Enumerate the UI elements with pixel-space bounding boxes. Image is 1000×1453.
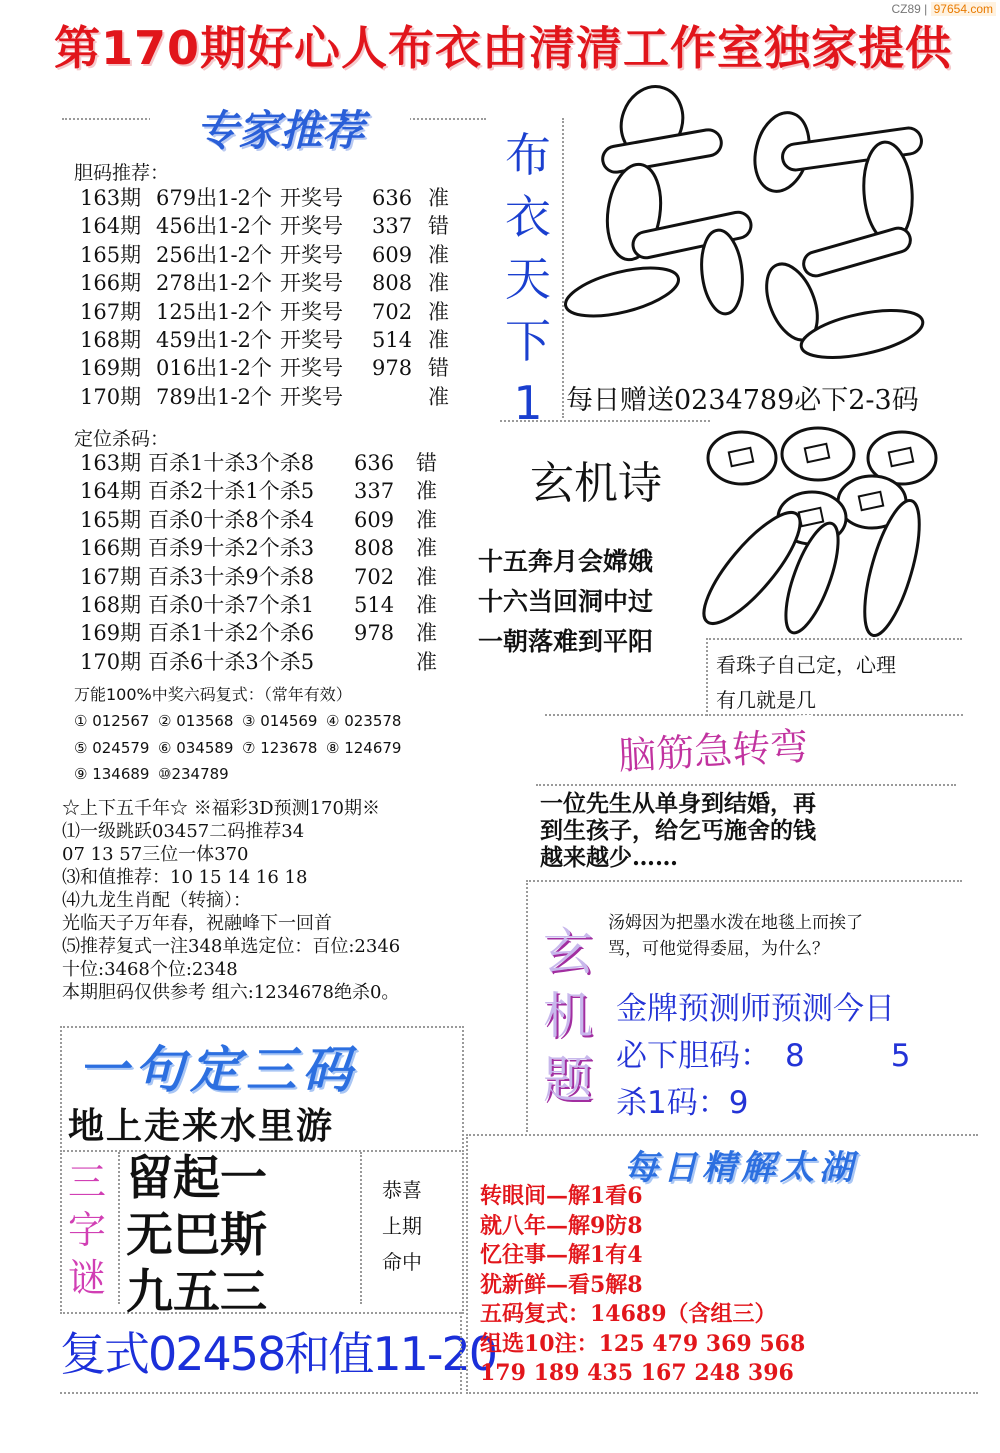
dan-cell: 开奖号	[280, 271, 343, 296]
dan-cell: 167期	[80, 299, 142, 324]
kill-cell: 168期	[80, 593, 142, 618]
kill-cell: 169期	[80, 621, 142, 646]
forecast-line: 本期胆码仅供参考 组六:1234678绝杀0。	[62, 982, 400, 1003]
dan-cell: 准	[428, 242, 449, 267]
puzzle-line: 一位先生从单身到结婚，再	[540, 790, 816, 817]
dan-cell: 456出1-2个	[156, 214, 272, 239]
dan-cell: 978	[372, 356, 413, 381]
gold-kill-row: 杀1码：9	[616, 1085, 749, 1121]
dan-cell: 开奖号	[280, 356, 343, 381]
dan-cell: 163期	[80, 186, 142, 210]
forecast-line: ⑴一级跳跃03457二码推荐34	[62, 821, 305, 842]
dan-cell: 169期	[80, 356, 142, 381]
puzzle-text	[540, 790, 816, 871]
kill-cell: 准	[416, 507, 437, 532]
daily-divider	[500, 420, 710, 422]
kill-cell: 636	[354, 451, 395, 475]
dan-cell: 609	[372, 242, 413, 267]
question-line: 汤姆因为把墨水泼在地毯上而挨了	[608, 913, 863, 933]
combo-item: ① 012567	[74, 712, 150, 730]
sanzimi-char: 三	[67, 1160, 106, 1204]
yiju-phrase: 地上走来水里游	[68, 1106, 335, 1147]
forecast-line: ☆上下五千年☆ ※福彩3D预测170期※	[62, 798, 380, 819]
kill-row	[80, 534, 437, 562]
kill-cell: 808	[354, 536, 395, 561]
dan-row	[80, 241, 449, 269]
kill-cell: 准	[416, 649, 437, 674]
puzzle-box	[545, 714, 963, 716]
dan-cell: 702	[372, 299, 413, 324]
fushi-summary: 复式02458和值11-20	[60, 1327, 496, 1381]
dan-row	[80, 212, 449, 240]
forecast-line: ⑸推荐复式一注348单选定位：百位:2346	[62, 936, 401, 957]
dan-cell: 错	[428, 356, 449, 381]
dan-cell: 准	[428, 271, 449, 296]
combo-item: ② 013568	[158, 712, 234, 730]
xuanji-ti-question	[608, 910, 863, 962]
kill-cell: 166期	[80, 536, 142, 561]
number-99-graphic	[702, 418, 962, 640]
kill-cell: 514	[354, 593, 395, 618]
buyi-char: 衣	[505, 190, 551, 244]
kill-row	[80, 619, 437, 647]
sanzimi-char: 谜	[67, 1256, 106, 1300]
poem-line: 一朝落难到平阳	[478, 627, 654, 656]
taihu-line: 179 189 435 167 248 396	[480, 1360, 794, 1386]
combo-item: ⑨ 134689	[74, 765, 150, 783]
watermark: CZ89 | 97654.com	[891, 2, 996, 16]
kill-table	[80, 449, 437, 676]
combo-label: 万能100%中奖六码复式：（常年有效）	[74, 685, 352, 704]
kill-cell: 170期	[80, 649, 142, 674]
dan-cell: 337	[372, 214, 413, 239]
puzzle-heading: 脑筋急转弯	[611, 715, 816, 780]
xuanji-ti-char: 题	[543, 1051, 593, 1109]
expert-heading: 专家推荐	[150, 98, 410, 158]
kill-cell: 百杀1十杀2个杀6	[148, 621, 315, 646]
kill-cell: 164期	[80, 479, 142, 504]
dan-cell: 错	[428, 214, 449, 239]
dan-label: 胆码推荐：	[74, 162, 170, 184]
dan-cell: 开奖号	[280, 214, 343, 239]
kill-cell: 百杀3十杀9个杀8	[148, 564, 315, 589]
kill-row	[80, 563, 437, 591]
dan-row	[80, 354, 449, 382]
dan-cell: 准	[428, 328, 449, 353]
kill-cell: 163期	[80, 451, 142, 475]
xuanji-ti-char: 机	[543, 987, 593, 1045]
sanzimi-char: 字	[67, 1208, 106, 1252]
combo-item: ④ 023578	[326, 712, 402, 730]
xuanji-note	[716, 648, 896, 718]
riddle-word: 无巴斯	[126, 1208, 267, 1263]
poem-line: 十五奔月会嫦娥	[478, 547, 654, 576]
dan-table	[80, 184, 449, 411]
kill-cell: 准	[416, 593, 437, 618]
taihu-line: 忆往事—解1有4	[480, 1242, 643, 1268]
xuanji-ti-vertical	[538, 920, 598, 1112]
dan-row	[80, 269, 449, 297]
forecast-line: 光临天子万年春，祝融峰下一回首	[62, 913, 332, 934]
dan-row	[80, 326, 449, 354]
dan-cell: 开奖号	[280, 242, 343, 267]
riddle-word: 九五三	[126, 1265, 267, 1320]
kill-cell: 702	[354, 564, 395, 589]
kill-cell: 337	[354, 479, 395, 504]
daily-gift: 每日赠送0234789必下2-3码	[566, 385, 919, 416]
buyi-vertical	[496, 124, 560, 434]
forecast-3d	[62, 797, 492, 1004]
kill-cell: 百杀1十杀3个杀8	[148, 451, 315, 475]
kill-cell: 165期	[80, 507, 142, 532]
dan-cell: 125出1-2个	[156, 299, 272, 324]
sanzimi-words	[126, 1150, 267, 1321]
puzzle-divider	[536, 784, 956, 786]
hit-char: 上期	[382, 1214, 422, 1238]
forecast-line: 07 13 57三位一体370	[62, 844, 249, 865]
kill-cell: 百杀0十杀8个杀4	[148, 507, 315, 532]
taihu-line: 五码复式：14689（含组三）	[480, 1301, 777, 1327]
gold-forecast	[616, 986, 910, 1127]
combo-item: ⑥ 034589	[158, 738, 234, 757]
dan-cell: 准	[428, 186, 449, 210]
note-line: 有几就是几	[716, 688, 816, 712]
dan-row	[80, 184, 449, 212]
kill-cell: 百杀0十杀7个杀1	[148, 593, 315, 618]
taihu-line: 组选10注：125 479 369 568	[480, 1330, 806, 1357]
kill-cell: 准	[416, 536, 437, 561]
gold-dan-row: 必下胆码： 8 5	[616, 1038, 911, 1074]
dan-cell: 459出1-2个	[156, 328, 272, 353]
dan-cell: 808	[372, 271, 413, 296]
buyi-char: 1	[513, 376, 543, 430]
dan-row	[80, 298, 449, 326]
xuanji-heading: 玄机诗	[530, 458, 662, 509]
taihu-list	[480, 1182, 805, 1389]
dan-cell: 789出1-2个	[156, 384, 272, 409]
dan-row	[80, 383, 449, 411]
combo-item: ⑩234789	[158, 765, 229, 783]
fushi-box	[60, 1312, 462, 1394]
dan-cell: 636	[372, 186, 413, 210]
question-line: 骂，可他觉得委屈，为什么？	[608, 939, 829, 959]
forecast-line: 十位:3468个位:2348	[62, 959, 238, 980]
combo-item: ⑦ 123678	[242, 738, 318, 757]
buyi-char: 天	[505, 252, 551, 306]
xuanji-ti-char: 玄	[543, 923, 593, 981]
kill-row	[80, 648, 437, 676]
page-title: 第170期好心人布衣由清清工作室独家提供	[53, 21, 953, 75]
forecast-line: ⑶和值推荐：10 15 14 16 18	[62, 867, 308, 888]
forecast-line: ⑷九龙生肖配（转摘）：	[62, 890, 251, 911]
hit-char: 恭喜	[382, 1178, 422, 1202]
buyi-char: 布	[505, 128, 551, 182]
hit-char: 命中	[382, 1250, 422, 1274]
kill-cell: 978	[354, 621, 395, 646]
combo-item: ⑧ 124679	[326, 738, 402, 757]
taihu-heading: 每日精解太湖	[624, 1148, 858, 1188]
buyi-char: 下	[505, 314, 551, 368]
dan-cell: 165期	[80, 242, 142, 267]
kill-row	[80, 591, 437, 619]
xuanji-poem	[478, 542, 653, 662]
dan-cell: 164期	[80, 214, 142, 239]
number-52-graphic	[562, 72, 950, 386]
note-line: 看珠子自己定，心理	[716, 653, 896, 677]
dan-cell: 256出1-2个	[156, 242, 272, 267]
puzzle-line: 到生孩子，给乞丐施舍的钱	[540, 817, 816, 844]
puzzle-line: 越来越少……	[540, 844, 678, 871]
sanzimi-hit	[382, 1172, 422, 1280]
dan-cell: 开奖号	[280, 186, 343, 210]
dan-cell: 016出1-2个	[156, 356, 272, 381]
dan-cell: 开奖号	[280, 384, 343, 409]
kill-cell: 准	[416, 564, 437, 589]
kill-cell: 百杀6十杀3个杀5	[148, 649, 315, 674]
kill-row	[80, 477, 437, 505]
dan-cell: 开奖号	[280, 299, 343, 324]
yiju-heading: 一句定三码	[78, 1040, 358, 1099]
kill-cell: 百杀2十杀1个杀5	[148, 479, 315, 504]
kill-cell: 609	[354, 507, 395, 532]
sanzimi-vertical	[62, 1158, 112, 1302]
taihu-line: 犹新鲜—看5解8	[480, 1271, 643, 1298]
kill-label: 定位杀码：	[74, 428, 170, 450]
poem-line: 十六当回洞中过	[478, 587, 654, 616]
kill-cell: 准	[416, 621, 437, 646]
dan-cell: 准	[428, 384, 449, 409]
dan-cell: 278出1-2个	[156, 271, 272, 296]
kill-row	[80, 506, 437, 534]
gold-line1: 金牌预测师预测今日	[616, 991, 895, 1027]
taihu-line: 就八年—解9防8	[480, 1212, 643, 1239]
kill-cell: 准	[416, 479, 437, 504]
kill-cell: 错	[416, 451, 437, 475]
dan-cell: 679出1-2个	[156, 186, 272, 210]
dan-cell: 开奖号	[280, 328, 343, 353]
combo-item: ③ 014569	[242, 712, 318, 730]
taihu-line: 转眼间—解1看6	[480, 1183, 643, 1209]
riddle-word: 留起一	[126, 1151, 267, 1206]
combo-item: ⑤ 024579	[74, 738, 150, 757]
dan-cell: 168期	[80, 328, 142, 353]
dan-cell: 准	[428, 299, 449, 324]
dan-cell: 170期	[80, 384, 142, 409]
dan-cell: 514	[372, 328, 413, 353]
combo-grid	[74, 708, 414, 788]
kill-cell: 百杀9十杀2个杀3	[148, 536, 315, 561]
kill-row	[80, 449, 437, 477]
kill-cell: 167期	[80, 564, 142, 589]
dan-cell: 166期	[80, 271, 142, 296]
